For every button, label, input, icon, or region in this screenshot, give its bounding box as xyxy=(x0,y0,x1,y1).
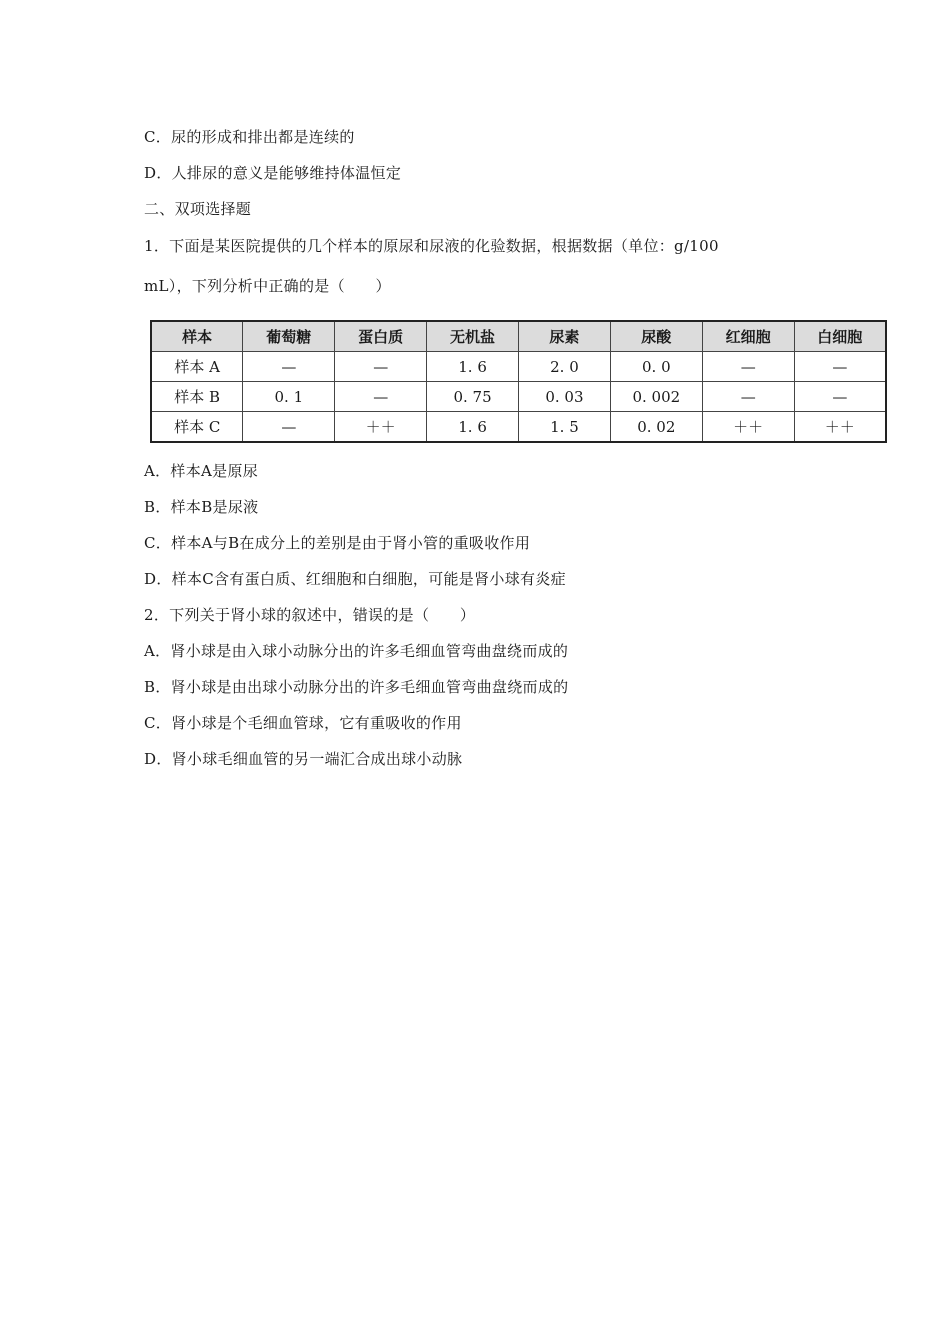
table-row xyxy=(151,352,886,382)
table-header-row xyxy=(151,321,886,352)
table-cell: 1. 5 xyxy=(519,412,611,443)
table-row xyxy=(151,412,886,443)
q2-stem: 2．下列关于肾小球的叙述中，错误的是（ ） xyxy=(144,606,476,624)
q1-stem-line2: mL），下列分析中正确的是（ ） xyxy=(144,277,391,295)
q1-option-b: B．样本B是尿液 xyxy=(144,498,259,516)
table-cell: — xyxy=(794,382,886,412)
table-row xyxy=(151,382,886,412)
lab-data-table xyxy=(150,320,887,443)
prev-option-d: D．人排尿的意义是能够维持体温恒定 xyxy=(144,164,402,182)
table-cell: 0. 0 xyxy=(610,352,702,382)
header-cell: 无机盐 xyxy=(427,321,519,352)
prev-option-c: C．尿的形成和排出都是连续的 xyxy=(144,128,355,146)
header-cell: 样本 xyxy=(151,321,243,352)
table-cell: 0. 03 xyxy=(519,382,611,412)
section-title: 二、双项选择题 xyxy=(144,200,252,218)
header-cell: 红细胞 xyxy=(702,321,794,352)
table-cell: — xyxy=(702,382,794,412)
q2-option-a: A．肾小球是由入球小动脉分出的许多毛细血管弯曲盘绕而成的 xyxy=(144,642,569,660)
header-cell: 白细胞 xyxy=(794,321,886,352)
table-cell: — xyxy=(335,352,427,382)
q2-option-b: B．肾小球是由出球小动脉分出的许多毛细血管弯曲盘绕而成的 xyxy=(144,678,569,696)
table-cell: 2. 0 xyxy=(519,352,611,382)
table-cell: 0. 02 xyxy=(610,412,702,443)
table-cell: 样本 C xyxy=(151,412,243,443)
table-cell: ＋＋ xyxy=(335,412,427,443)
table-cell: 1. 6 xyxy=(427,412,519,443)
q2-option-d: D．肾小球毛细血管的另一端汇合成出球小动脉 xyxy=(144,750,463,768)
table-cell: — xyxy=(702,352,794,382)
table-cell: 0. 1 xyxy=(243,382,335,412)
table-cell: — xyxy=(794,352,886,382)
table-cell: ＋＋ xyxy=(794,412,886,443)
header-cell: 尿素 xyxy=(519,321,611,352)
table-cell: — xyxy=(335,382,427,412)
table-cell: — xyxy=(243,352,335,382)
q1-option-a: A．样本A是原尿 xyxy=(144,462,259,480)
q1-stem-line1: 1．下面是某医院提供的几个样本的原尿和尿液的化验数据，根据数据（单位：g/100 xyxy=(144,237,719,255)
q1-option-c: C．样本A与B在成分上的差别是由于肾小管的重吸收作用 xyxy=(144,534,531,552)
table-cell: 1. 6 xyxy=(427,352,519,382)
q1-option-d: D．样本C含有蛋白质、红细胞和白细胞，可能是肾小球有炎症 xyxy=(144,570,566,588)
table-cell: 样本 A xyxy=(151,352,243,382)
table-cell: 0. 75 xyxy=(427,382,519,412)
header-cell: 葡萄糖 xyxy=(243,321,335,352)
header-cell: 蛋白质 xyxy=(335,321,427,352)
table-cell: — xyxy=(243,412,335,443)
table-cell: 样本 B xyxy=(151,382,243,412)
table-cell: ＋＋ xyxy=(702,412,794,443)
table-cell: 0. 002 xyxy=(610,382,702,412)
q2-option-c: C．肾小球是个毛细血管球，它有重吸收的作用 xyxy=(144,714,462,732)
header-cell: 尿酸 xyxy=(610,321,702,352)
